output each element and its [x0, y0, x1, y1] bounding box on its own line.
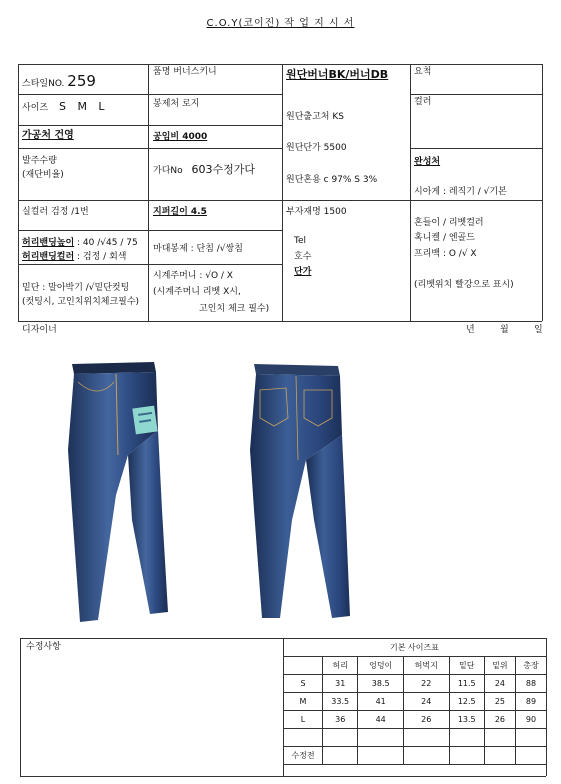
- zipper-length: 지퍼길이 4.5: [153, 207, 207, 217]
- grid-line: [20, 638, 21, 776]
- waistband-color-key: 허리밴딩컬러: [22, 252, 75, 262]
- table-cell: 22: [403, 675, 449, 693]
- table-cell: 88: [515, 675, 546, 693]
- fabric-price: 원단단가 5500: [286, 143, 347, 153]
- table-cell: [515, 747, 546, 765]
- date-month: 월: [500, 325, 509, 335]
- table-cell: 33.5: [323, 693, 358, 711]
- table-cell: [484, 747, 515, 765]
- table-cell: [403, 747, 449, 765]
- table-cell: [323, 747, 358, 765]
- table-cell: 26: [403, 711, 449, 729]
- date-day: 일: [534, 325, 543, 335]
- table-cell: 13.5: [449, 711, 484, 729]
- jeans-front-image: [58, 360, 188, 625]
- finish-value: 시아게 : 레직기 / √기본: [414, 187, 507, 197]
- grid-line: [410, 94, 542, 95]
- table-cell: 44: [358, 711, 404, 729]
- button-value: 603수정가다: [191, 163, 256, 176]
- size-table: [283, 656, 547, 765]
- table-row: [284, 675, 547, 693]
- header-cell: 총장: [515, 657, 546, 675]
- metal-color: 혹니켈 / 엔골드: [414, 233, 475, 243]
- size-label: 사이즈: [22, 103, 49, 113]
- table-cell: 31: [323, 675, 358, 693]
- document-title: C.O.Y(코이진) 작 업 지 시 서: [206, 18, 355, 29]
- grid-line: [18, 230, 282, 231]
- order-qty-label: 발주수량: [22, 156, 57, 166]
- size-table-header: [284, 657, 547, 675]
- grid-line: [18, 94, 282, 95]
- watch-pocket-note-2: 고인치 체크 필수): [199, 304, 270, 314]
- table-cell: [484, 729, 515, 747]
- thread-color: 실컬러 검정 /1번: [22, 207, 89, 217]
- table-cell: 25: [484, 693, 515, 711]
- waistband-height: [22, 238, 138, 249]
- table-cell: [403, 729, 449, 747]
- rivet-note: (리벳위치 빨강으로 표시): [414, 280, 514, 290]
- table-cell: [358, 729, 404, 747]
- grid-line: [148, 64, 149, 321]
- waistband-height-value: : 40 /√45 / 75: [74, 238, 138, 248]
- header-cell: 허벅지: [403, 657, 449, 675]
- room-label: 호수: [294, 252, 312, 262]
- table-cell: L: [284, 711, 323, 729]
- grid-line: [18, 264, 282, 265]
- table-cell: [449, 747, 484, 765]
- table-cell: 12.5: [449, 693, 484, 711]
- table-cell: 41: [358, 693, 404, 711]
- size-field: [22, 100, 109, 114]
- revisions-label: 수정사항: [26, 642, 61, 652]
- hem-note: (컷팅시, 고인치위치체크필수): [22, 297, 140, 307]
- table-cell: [323, 729, 358, 747]
- grid-line: [18, 200, 542, 201]
- designer-label: 디자이너: [22, 325, 57, 335]
- button-field: [153, 163, 255, 177]
- header-cell: 밑단: [449, 657, 484, 675]
- waistband-color-value: : 검정 / 회색: [74, 252, 127, 262]
- header-cell: 밑위: [484, 657, 515, 675]
- grid-line: [20, 776, 546, 777]
- table-row: [284, 693, 547, 711]
- mada-sewing: 마대봉제 : 단침 /√쌍침: [153, 244, 243, 254]
- hem-label: 밑단 : 말아박기 /√밑단컷팅: [22, 283, 130, 293]
- table-row: [284, 711, 547, 729]
- watch-pocket: 시계주머니 : √O / X: [153, 271, 233, 281]
- finish-label: 완성처: [414, 157, 441, 167]
- table-cell: [284, 729, 323, 747]
- order-qty-note: (재단비율): [22, 170, 64, 180]
- watch-pocket-note-1: (시계주머니 리벳 X시,: [153, 287, 241, 297]
- grid-line: [542, 64, 543, 321]
- waistband-height-key: 허리밴딩높이: [22, 238, 75, 248]
- grid-line: [282, 64, 283, 321]
- fringe: 프리백 : O /√ X: [414, 249, 477, 259]
- table-cell: [515, 729, 546, 747]
- style-field: [22, 72, 96, 90]
- fabric-name: 원단버너BK/버너DB: [286, 68, 389, 81]
- table-row: [284, 747, 547, 765]
- table-cell: 89: [515, 693, 546, 711]
- jeans-back-image: [238, 360, 368, 625]
- size-values: S M L: [58, 100, 109, 113]
- grid-line: [18, 64, 542, 65]
- request-label: 요척: [414, 67, 432, 77]
- header-cell: [284, 657, 323, 675]
- table-row: [284, 729, 547, 747]
- waistband-color: [22, 252, 126, 263]
- table-cell: 90: [515, 711, 546, 729]
- size-table-title: 기본 사이즈표: [390, 643, 439, 652]
- sewing-factory: 봉제처 로지: [153, 99, 200, 109]
- table-cell: S: [284, 675, 323, 693]
- table-cell: M: [284, 693, 323, 711]
- style-number: 259: [67, 72, 96, 90]
- table-cell: 26: [484, 711, 515, 729]
- button-label: 가다No: [153, 166, 183, 176]
- style-label: 스타일NO.: [22, 79, 65, 89]
- unit-price-label: 단가: [294, 267, 312, 277]
- accessory-price: 부자재명 1500: [286, 207, 347, 217]
- grid-line: [410, 64, 411, 321]
- table-cell: 38.5: [358, 675, 404, 693]
- wash-factory: 가공처 건영: [22, 130, 74, 141]
- fabric-supplier: 원단출고처 KS: [286, 112, 344, 122]
- tel-label: Tel: [294, 236, 307, 246]
- table-cell: 24: [403, 693, 449, 711]
- table-cell: 11.5: [449, 675, 484, 693]
- header-cell: 허리: [323, 657, 358, 675]
- grid-line: [18, 64, 19, 321]
- grid-line: [18, 321, 542, 322]
- header-cell: 엉덩이: [358, 657, 404, 675]
- color-label: 컬러: [414, 97, 432, 107]
- grid-line: [410, 148, 542, 149]
- labor-cost: 공임비 4000: [153, 132, 208, 142]
- product-name: 품명 버너스키니: [153, 67, 217, 77]
- table-cell: [358, 747, 404, 765]
- table-cell: 수정전: [284, 747, 323, 765]
- grid-line: [18, 148, 282, 149]
- table-cell: 36: [323, 711, 358, 729]
- date-year: 년: [466, 325, 475, 335]
- grid-line: [18, 125, 282, 126]
- rivet-color: 혼들이 / 리벳컬러: [414, 218, 484, 228]
- table-cell: 24: [484, 675, 515, 693]
- table-cell: [449, 729, 484, 747]
- fabric-mix: 원단혼용 c 97% S 3%: [286, 175, 378, 185]
